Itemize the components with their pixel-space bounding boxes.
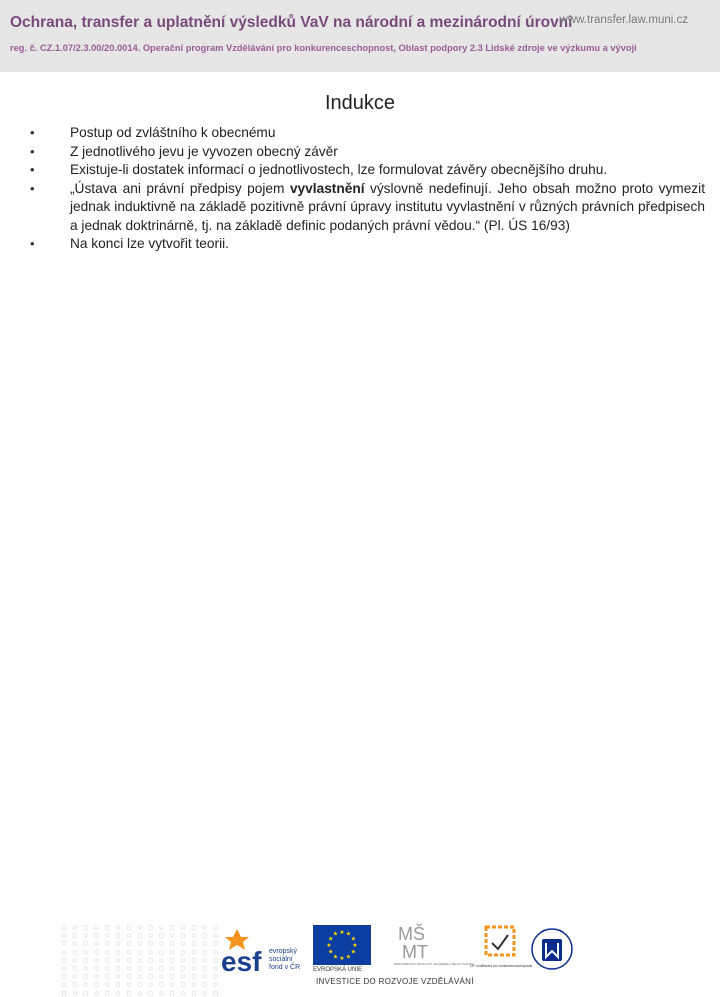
header-title: Ochrana, transfer a uplatnění výsledků VaV na národní a mezinárodní úrovni xyxy=(10,14,573,31)
svg-text:MT: MT xyxy=(402,942,428,962)
bullet-item xyxy=(30,143,705,162)
svg-text:★: ★ xyxy=(345,953,352,961)
svg-text:★: ★ xyxy=(328,935,334,943)
header-subtitle: reg. č. CZ.1.07/2.3.00/20.0014. Operační program Vzdělávání pro konkurenceschopnost, Oblast podpory 2.3 Lidské zdroje ve výzkumu a vývoji xyxy=(10,43,637,53)
bullet-icon: • xyxy=(30,143,35,159)
muni-logo-icon xyxy=(530,921,574,977)
svg-text:★: ★ xyxy=(339,929,345,936)
eu-caption: EVROPSKÁ UNIE xyxy=(313,967,363,973)
svg-text:esf: esf xyxy=(221,946,262,977)
bullet-text: „Ústava ani právní předpisy pojem xyxy=(70,180,290,196)
svg-text:★: ★ xyxy=(350,948,356,956)
slide-title xyxy=(0,92,720,115)
bullet-text: Existuje-li dostatek informací o jednotlivostech, lze formulovat závěry obecnějšího druhu. xyxy=(70,162,608,177)
svg-text:sociální: sociální xyxy=(269,956,293,963)
bullet-item xyxy=(30,180,705,236)
svg-text:★: ★ xyxy=(339,955,345,962)
eu-flag-icon xyxy=(313,925,371,965)
svg-text:MINISTERSTVO ŠKOLSTVÍ, MLÁDEŽE: MINISTERSTVO ŠKOLSTVÍ, MLÁDEŽE A TĚLOVÝCHOVY xyxy=(394,962,474,966)
esf-logo-icon xyxy=(219,923,309,975)
svg-text:★: ★ xyxy=(345,930,352,938)
slide-header xyxy=(0,0,720,72)
bullet-icon: • xyxy=(30,236,35,251)
bullet-list xyxy=(30,124,705,254)
bullet-icon: • xyxy=(30,162,35,177)
bullet-icon: • xyxy=(30,180,35,196)
footer-logos xyxy=(0,455,720,997)
bullet-text: výslovně nedefinují. Jeho obsah možno proto vymezit jednak induktivně na základě pozitivně právní úpravy institutu vyvlastnění v různých právních předpisech a jednak doktrinárně, tj. na základě definic podaných právní vědou.“ (Pl. ÚS 16/93) xyxy=(70,180,705,233)
bullet-item xyxy=(30,161,705,180)
svg-text:MŠ: MŠ xyxy=(398,924,425,944)
bullet-item xyxy=(30,124,705,143)
bullet-text: Z jednotlivého jevu je vyvozen obecný závěr xyxy=(70,143,338,159)
svg-text:★: ★ xyxy=(332,953,339,961)
svg-text:evropský: evropský xyxy=(269,948,298,955)
svg-text:★: ★ xyxy=(328,948,334,956)
bullet-item xyxy=(30,235,705,254)
header-url: www.transfer.law.muni.cz xyxy=(559,14,688,26)
svg-text:★: ★ xyxy=(352,942,358,949)
svg-text:★: ★ xyxy=(326,942,332,949)
decorative-pattern-icon: □ ○ □ ○ □ ○ □ ○ □ ○ □ ○ □ ○ □ ○ □ ○ □ ○ □ ○ □ ○ □ ○ □ ○ □ ○ □ ○ □ ○ □ ○ □ ○ □ ○ □ ○ □ ○ □ ○ □ ○ □ ○ □ ○ □ ○ □ ○ □ ○ □ ○ □ ○ □ ○ □ ○ □ ○ □ ○ □ ○ □ ○ □ ○ □ ○ □ ○ □ ○ □ ○ □ ○ □ ○ □ ○ □ ○ □ ○ □ ○ □ ○ □ ○ □ ○ □ ○ □ ○ □ ○ □ ○ □ ○ □ ○ □ ○ □ ○ □ ○ □ ○ □ ○ □ ○ □ ○ □ ○ □ ○ □ ○ □ xyxy=(62,923,219,997)
op-vk-logo-icon xyxy=(469,923,533,973)
bullet-text: Na konci lze vytvořit teorii. xyxy=(70,236,229,251)
svg-text:★: ★ xyxy=(332,930,339,938)
bullet-text: Postup od zvláštního k obecnému xyxy=(70,125,276,140)
svg-text:fond v ČR: fond v ČR xyxy=(269,964,301,971)
slide-title-text: Indukce xyxy=(324,92,396,114)
svg-text:★: ★ xyxy=(350,935,356,943)
investment-slogan: INVESTICE DO ROZVOJE VZDĚLÁVÁNÍ xyxy=(316,977,474,986)
msmt-logo-icon xyxy=(392,923,474,967)
svg-text:OP Vzdělávání pro konkurencesc: OP Vzdělávání pro konkurenceschopnost xyxy=(469,964,533,968)
bullet-icon: • xyxy=(30,125,35,140)
bullet-bold-term: vyvlastnění xyxy=(289,180,365,196)
